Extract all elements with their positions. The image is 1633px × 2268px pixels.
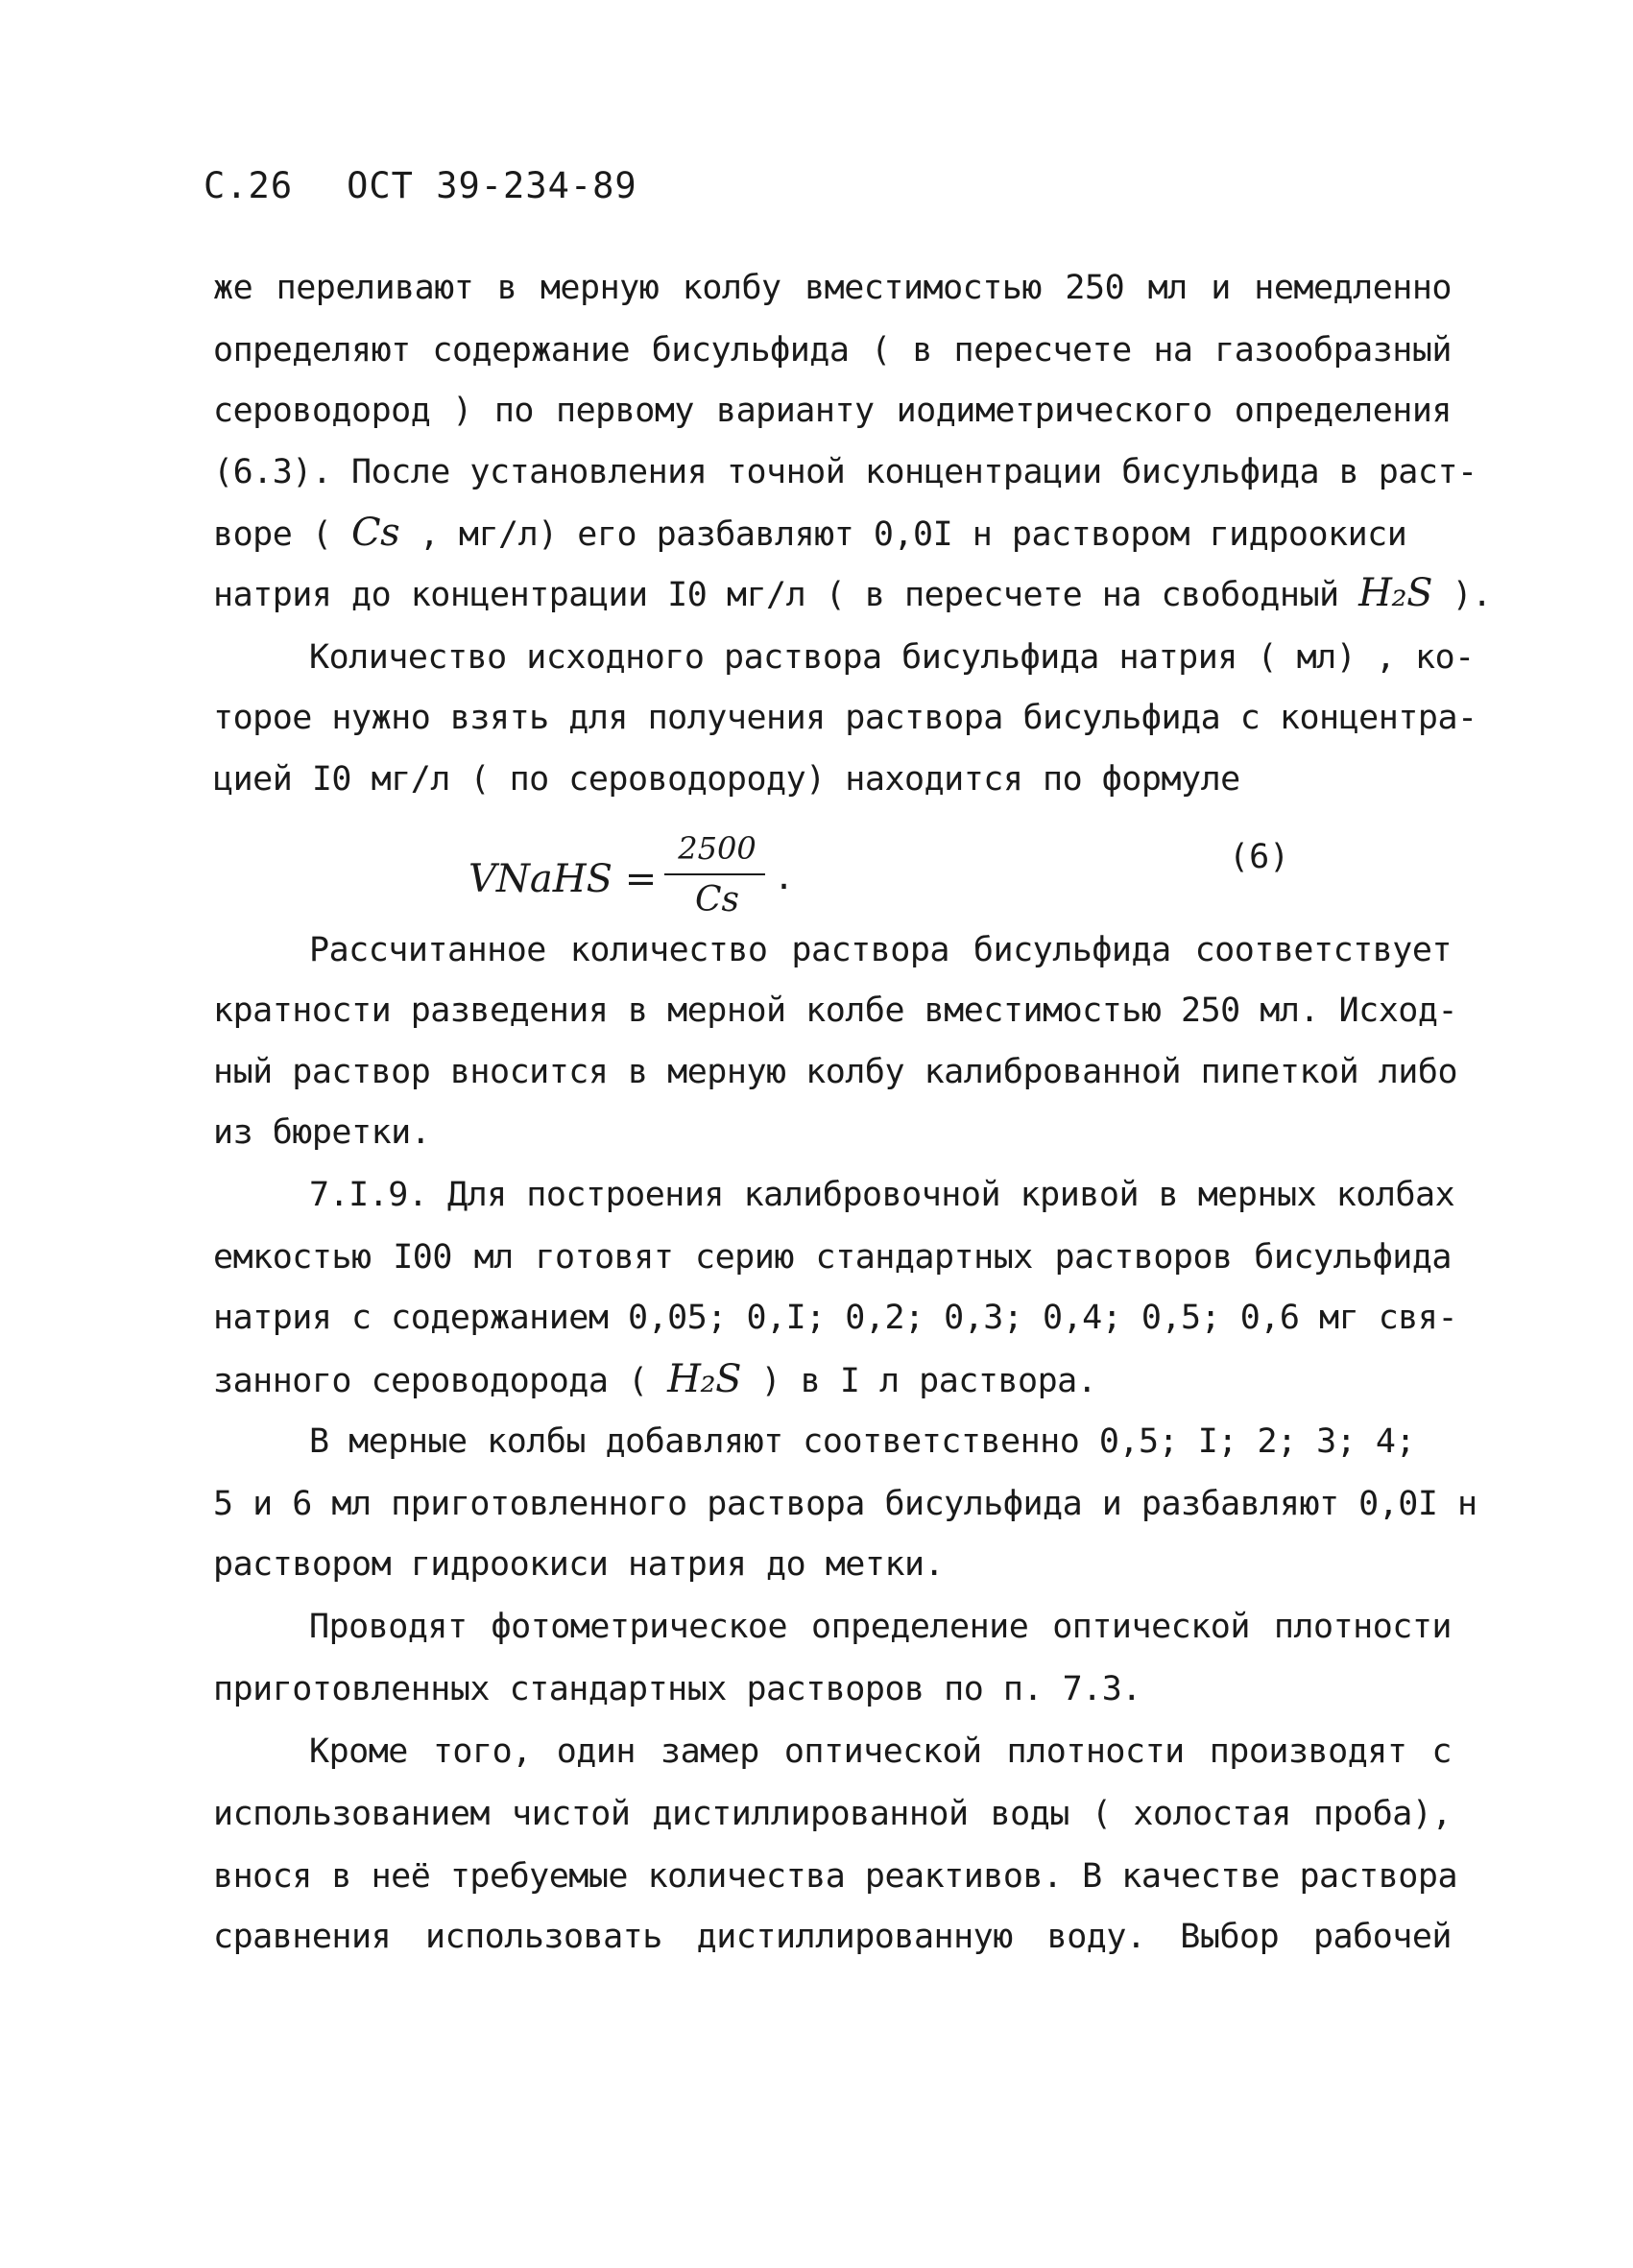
text-line: из бюретки. (213, 1113, 431, 1152)
text-fragment: воре ( (213, 515, 332, 554)
fraction-bar (664, 873, 765, 875)
text-line (213, 571, 1492, 615)
formula (468, 830, 1006, 926)
text-line: сравнения использовать дистиллированную воду. Выбор рабочей (213, 1918, 1452, 1956)
symbol-h2s: H₂S (1358, 571, 1432, 615)
formula-end: . (774, 859, 795, 897)
text-line: Проводят фотометрическое определение оптической плотности (309, 1608, 1452, 1646)
formula-lhs: VNaHS = (468, 857, 658, 901)
text-line: использованием чистой дистиллированной воды ( холостая проба), (213, 1795, 1452, 1833)
formula-numerator: 2500 (678, 830, 756, 867)
text-fragment: ). (1452, 576, 1492, 614)
text-line: сероводород ) по первому варианту иодиметрического определения (213, 392, 1452, 430)
text-line: определяют содержание бисульфида ( в пересчете на газообразный (213, 331, 1452, 370)
text-fragment: занного сероводорода ( (213, 1362, 648, 1400)
text-line: 7.I.9. Для построения калибровочной кривой в мерных колбах (309, 1176, 1455, 1214)
text-line (213, 1357, 1452, 1401)
text-line: (6.3). После установления точной концентрации бисульфида в раст- (213, 453, 1477, 491)
formula-number: (6) (1229, 838, 1290, 876)
text-fragment: натрия до концентрации I0 мг/л ( в пересчете на свободный (213, 576, 1339, 614)
text-line: внося в неё требуемые количества реактивов. В качестве раствора (213, 1857, 1458, 1896)
text-line: натрия с содержанием 0,05; 0,I; 0,2; 0,3; 0,4; 0,5; 0,6 мг свя- (213, 1299, 1458, 1337)
page-header (204, 165, 691, 206)
text-line: приготовленных стандартных растворов по п. 7.3. (213, 1670, 1141, 1708)
symbol-h2s: H₂S (667, 1357, 741, 1401)
text-fragment: ) в I л раствора. (760, 1362, 1097, 1400)
text-line: торое нужно взять для получения раствора бисульфида с концентра- (213, 699, 1477, 737)
formula-denominator: Cs (694, 880, 740, 919)
text-line: раствором гидроокиси натрия до метки. (213, 1545, 945, 1584)
symbol-cs: Cs (351, 511, 400, 555)
text-line: емкостью I00 мл готовят серию стандартных растворов бисульфида (213, 1238, 1452, 1277)
text-line: кратности разведения в мерной колбе вместимостью 250 мл. Исход- (213, 991, 1458, 1030)
page-number: С.26 (204, 165, 294, 206)
text-line: же переливают в мерную колбу вместимостью 250 мл и немедленно (213, 269, 1452, 307)
text-line: Рассчитанное количество раствора бисульфида соответствует (309, 931, 1452, 969)
text-line: Количество исходного раствора бисульфида натрия ( мл) , ко- (309, 638, 1475, 677)
document-code: ОСТ 39-234-89 (347, 165, 637, 206)
text-line: Кроме того, один замер оптической плотности производят с (309, 1732, 1452, 1771)
text-fragment: , мг/л) его разбавляют 0,0I н раствором гидроокиси (419, 515, 1407, 554)
text-line: В мерные колбы добавляют соответственно 0,5; I; 2; 3; 4; (309, 1422, 1416, 1461)
text-line: цией I0 мг/л ( по сероводороду) находится по формуле (213, 760, 1240, 799)
text-line: ный раствор вносится в мерную колбу калиброванной пипеткой либо (213, 1053, 1458, 1091)
text-line: 5 и 6 мл приготовленного раствора бисульфида и разбавляют 0,0I н (213, 1485, 1477, 1523)
text-line (213, 513, 1452, 554)
